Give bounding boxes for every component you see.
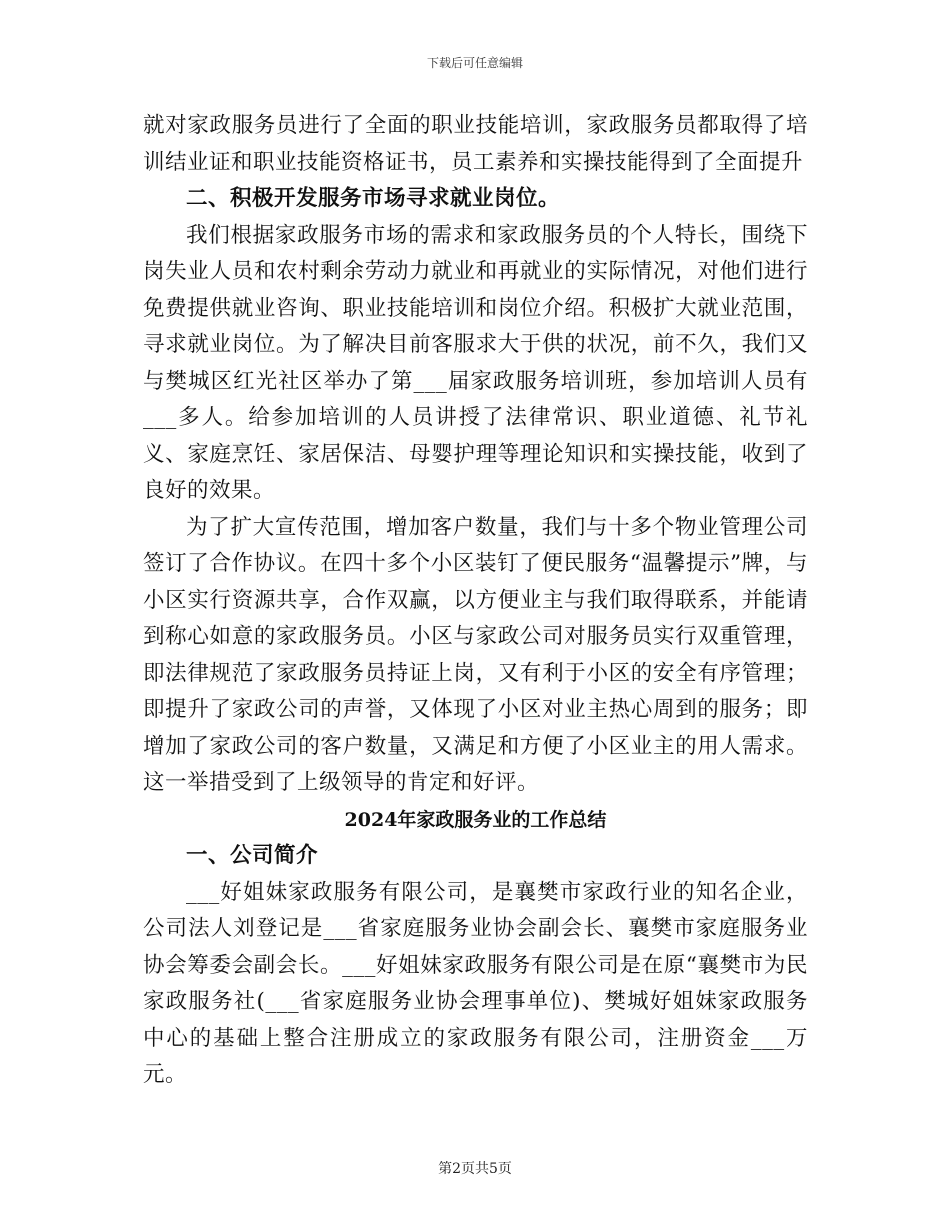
paragraph-company-intro: ___好姐妹家政服务有限公司，是襄樊市家政行业的知名企业，公司法人刘登记是___省家庭服务业协会副会长、襄樊市家庭服务业协会筹委会副会长。___好姐妹家政服务有限公司是在原“襄樊市为民家政服务社(___省家庭服务业协会理事单位)、樊城好姐妹家政服务中心的基础上整合注册成立的家政服务有限公司，注册资金___万元。 (143, 879, 808, 1087)
section-heading-2: 二、积极开发服务市场寻求就业岗位。 (186, 186, 561, 211)
section-heading-1: 一、公司简介 (186, 843, 319, 868)
paragraph-market: 我们根据家政服务市场的需求和家政服务员的个人特长，围绕下岗失业人员和农村剩余劳动力就业和再就业的实际情况，对他们进行免费提供就业咨询、职业技能培训和岗位介绍。积极扩大就业范围，寻求就业岗位。为了解决目前客服求大于供的状况，前不久，我们又与樊城区红光社区举办了第___届家政服务培训班，参加培训人员有___多人。给参加培训的人员讲授了法律常识、职业道德、礼节礼义、家庭烹饪、家居保洁、母婴护理等理论知识和实操技能，收到了良好的效果。 (143, 222, 808, 503)
page-header: 下载后可任意编辑 (426, 56, 523, 70)
page-footer: 第2页共5页 (438, 1161, 512, 1177)
document-body (143, 108, 808, 1094)
document-title: 2024年家政服务业的工作总结 (344, 808, 607, 831)
paragraph-publicity: 为了扩大宣传范围，增加客户数量，我们与十多个物业管理公司签订了合作协议。在四十多个小区装钉了便民服务“温馨提示”牌，与小区实行资源共享，合作双赢，以方便业主与我们取得联系，并能请到称心如意的家政服务员。小区与家政公司对服务员实行双重管理，即法律规范了家政服务员持证上岗，又有利于小区的安全有序管理；即提升了家政公司的声誉，又体现了小区对业主热心周到的服务；即增加了家政公司的客户数量，又满足和方便了小区业主的用人需求。这一举措受到了上级领导的肯定和好评。 (143, 514, 808, 795)
paragraph-continuation: 就对家政服务员进行了全面的职业技能培训，家政服务员都取得了培训结业证和职业技能资格证书，员工素养和实操技能得到了全面提升 (143, 113, 808, 175)
